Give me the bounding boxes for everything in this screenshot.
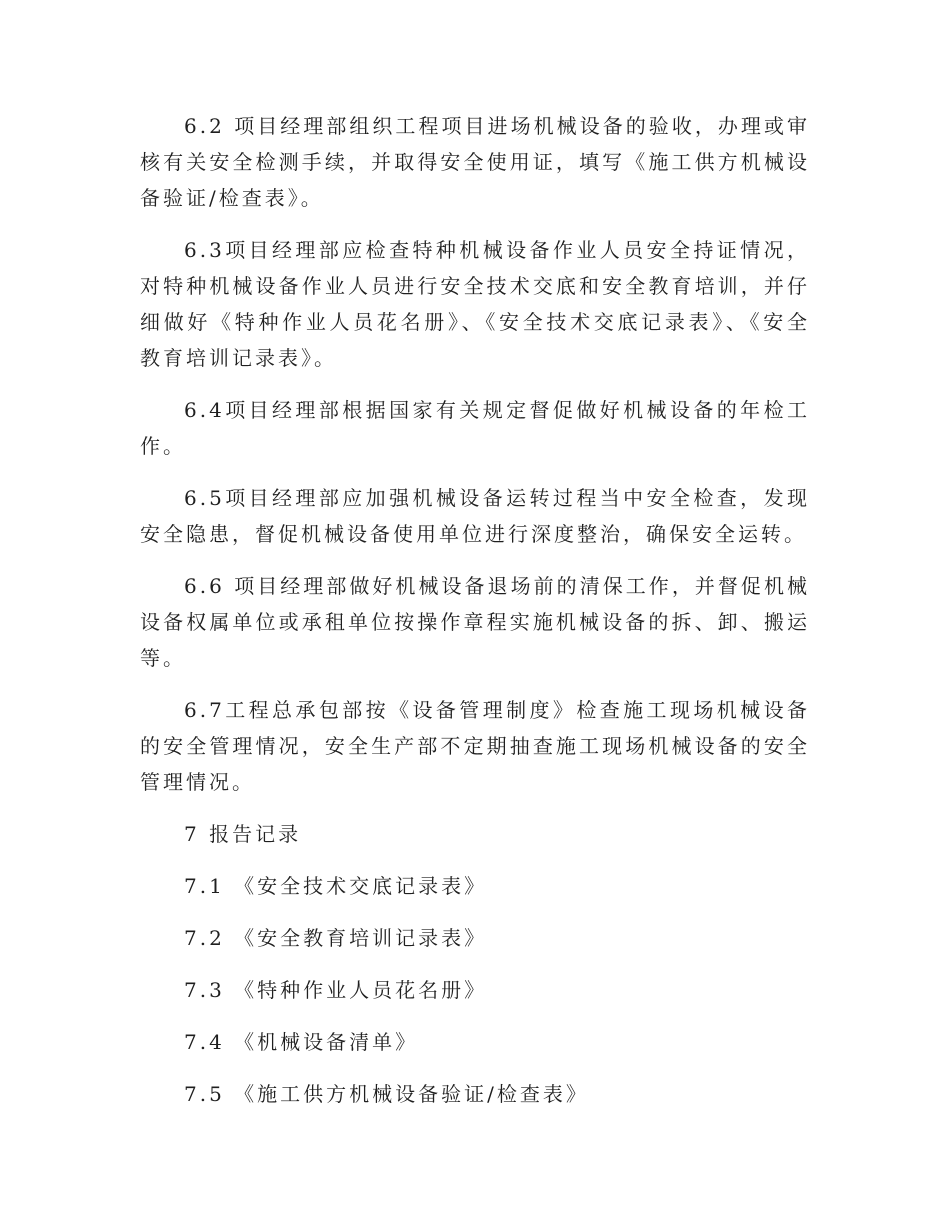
paragraph-6-4: 6.4项目经理部根据国家有关规定督促做好机械设备的年检工作。 bbox=[140, 398, 810, 458]
paragraph-6-5: 6.5项目经理部应加强机械设备运转过程当中安全检查，发现安全隐患，督促机械设备使用单位进行深度整治，确保安全运转。 bbox=[140, 486, 810, 546]
paragraph-6-2: 6.2 项目经理部组织工程项目进场机械设备的验收，办理或审核有关安全检测手续，并取得安全使用证，填写《施工供方机械设备验证/检查表》。 bbox=[140, 114, 810, 210]
paragraph-6-6: 6.6 项目经理部做好机械设备退场前的清保工作，并督促机械设备权属单位或承租单位按操作章程实施机械设备的拆、卸、搬运等。 bbox=[140, 574, 810, 670]
record-item-7-2: 7.2 《安全教育培训记录表》 bbox=[184, 926, 488, 950]
record-item-7-3: 7.3 《特种作业人员花名册》 bbox=[184, 978, 488, 1002]
paragraph-6-7: 6.7工程总承包部按《设备管理制度》检查施工现场机械设备的安全管理情况，安全生产部不定期抽查施工现场机械设备的安全管理情况。 bbox=[140, 698, 810, 794]
section-heading-7: 7 报告记录 bbox=[184, 822, 302, 846]
record-item-7-1: 7.1 《安全技术交底记录表》 bbox=[184, 874, 488, 898]
record-item-7-4: 7.4 《机械设备清单》 bbox=[184, 1030, 419, 1054]
document-body bbox=[140, 108, 810, 1128]
record-item-7-5: 7.5 《施工供方机械设备验证/检查表》 bbox=[184, 1082, 589, 1106]
paragraph-6-3: 6.3项目经理部应检查特种机械设备作业人员安全持证情况，对特种机械设备作业人员进行安全技术交底和安全教育培训，并仔细做好《特种作业人员花名册》、《安全技术交底记录表》、《安全教育培训记录表》。 bbox=[140, 238, 810, 370]
